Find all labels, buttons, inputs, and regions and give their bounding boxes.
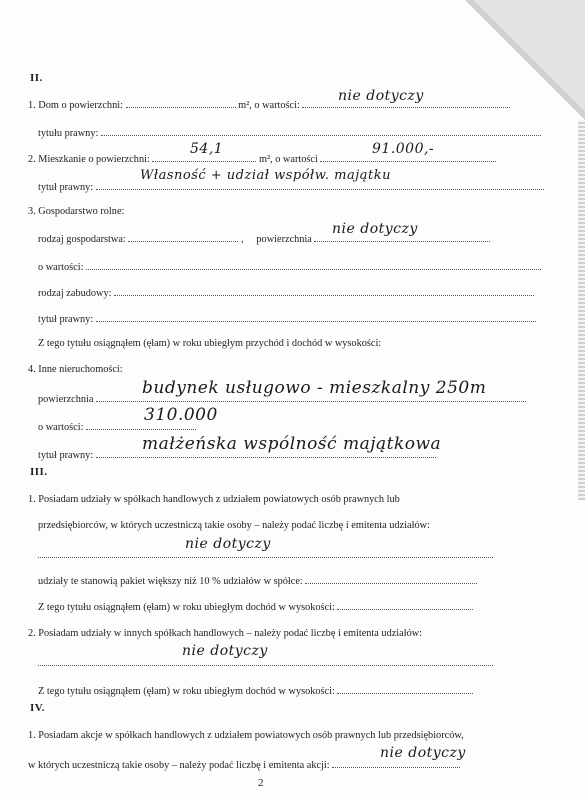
house-area-field	[126, 98, 236, 108]
farm-buildings-label: rodzaj zabudowy:	[38, 288, 112, 299]
house-title-label: tytułu prawny:	[38, 128, 99, 139]
farm-title-label: tytuł prawny:	[38, 314, 94, 325]
other-value-handwriting: 310.000	[144, 405, 218, 425]
farm-area-label: powierzchnia	[256, 234, 312, 245]
shares-income-label: Z tego tytułu osiągnąłem (ęłam) w roku ubiegłym dochód w wysokości:	[38, 602, 335, 613]
house-value-label: m², o wartości:	[238, 100, 300, 111]
section-iv-heading: IV.	[30, 702, 46, 714]
stocks-label: w których uczestniczą takie osoby – należy podać liczbę i emitenta akcji:	[28, 760, 330, 771]
flat-value-handwriting: 91.000,-	[372, 141, 435, 157]
shares-pakiet-row	[38, 574, 477, 588]
farm-value-row	[38, 260, 541, 274]
other-property-heading: 4. Inne nieruchomości:	[28, 364, 123, 375]
house-area-label: 1. Dom o powierzchni:	[28, 100, 123, 111]
house-area-row	[28, 98, 510, 112]
other-value-label: o wartości:	[38, 422, 84, 433]
house-value-handwriting: nie dotyczy	[338, 88, 424, 104]
page-edge-shadow	[578, 120, 585, 500]
other-shares-income-label: Z tego tytułu osiągnąłem (ęłam) w roku ubiegłym dochód w wysokości:	[38, 686, 335, 697]
shares-intro-line1: 1. Posiadam udziały w spółkach handlowych z udziałem powiatowych osób prawnych lub	[28, 494, 400, 505]
other-title-label: tytuł prawny:	[38, 450, 94, 461]
stocks-handwriting: nie dotyczy	[380, 745, 466, 761]
shares-pakiet-label: udziały te stanowią pakiet większy niż 10 % udziałów w spółce:	[38, 576, 303, 587]
farm-title-field	[96, 312, 536, 322]
section-ii-heading: II.	[30, 72, 43, 84]
farm-area-handwriting: nie dotyczy	[332, 221, 418, 237]
flat-value-label: m², o wartości	[258, 154, 318, 165]
farm-buildings-row	[38, 286, 534, 300]
other-shares-income-field	[337, 684, 473, 694]
farm-type-field	[128, 232, 238, 242]
farm-buildings-field	[114, 286, 534, 296]
farm-value-label: o wartości:	[38, 262, 84, 273]
shares-pakiet-field	[305, 574, 477, 584]
other-shares-handwriting: nie dotyczy	[182, 643, 268, 659]
shares-income-row	[38, 600, 473, 614]
farm-type-label: rodzaj gospodarstwa:	[38, 234, 126, 245]
other-shares-income-row	[38, 684, 473, 698]
other-shares-label: 2. Posiadam udziały w innych spółkach handlowych – należy podać liczbę i emitenta udziałów:	[28, 628, 423, 639]
other-title-handwriting: małżeńska wspólność majątkowa	[142, 434, 442, 454]
section-iii-heading: III.	[30, 466, 48, 478]
farm-title-row	[38, 312, 536, 326]
stocks-line1: 1. Posiadam akcje w spółkach handlowych z udziałem powiatowych osób prawnych lub przedsiębiorców,	[28, 730, 464, 741]
shares-entry-handwriting: nie dotyczy	[185, 536, 271, 552]
house-title-field	[101, 126, 541, 136]
farm-type-row: rodzaj gospodarstwa: , powierzchnia	[38, 232, 490, 246]
page-number: 2	[258, 777, 264, 789]
house-title-row	[38, 126, 541, 140]
flat-title-label: tytuł prawny:	[38, 182, 94, 193]
other-area-label: powierzchnia	[38, 394, 94, 405]
farm-value-field	[86, 260, 541, 270]
shares-intro-line2: przedsiębiorców, w których uczestniczą takie osoby – należy podać liczbę i emitenta udziałów:	[38, 520, 430, 531]
farm-heading: 3. Gospodarstwo rolne:	[28, 206, 125, 217]
farm-income-label: Z tego tytułu osiągnąłem (ęłam) w roku ubiegłym przychód i dochód w wysokości:	[38, 338, 382, 349]
page-corner-fold-inner	[473, 0, 585, 112]
flat-area-label: 2. Mieszkanie o powierzchni:	[28, 154, 150, 165]
flat-title-handwriting: Własność + udział współw. majątku	[140, 168, 391, 183]
shares-income-field	[337, 600, 473, 610]
flat-area-handwriting: 54,1	[190, 141, 224, 157]
other-area-handwriting: budynek usługowo - mieszkalny 250m	[142, 378, 487, 398]
